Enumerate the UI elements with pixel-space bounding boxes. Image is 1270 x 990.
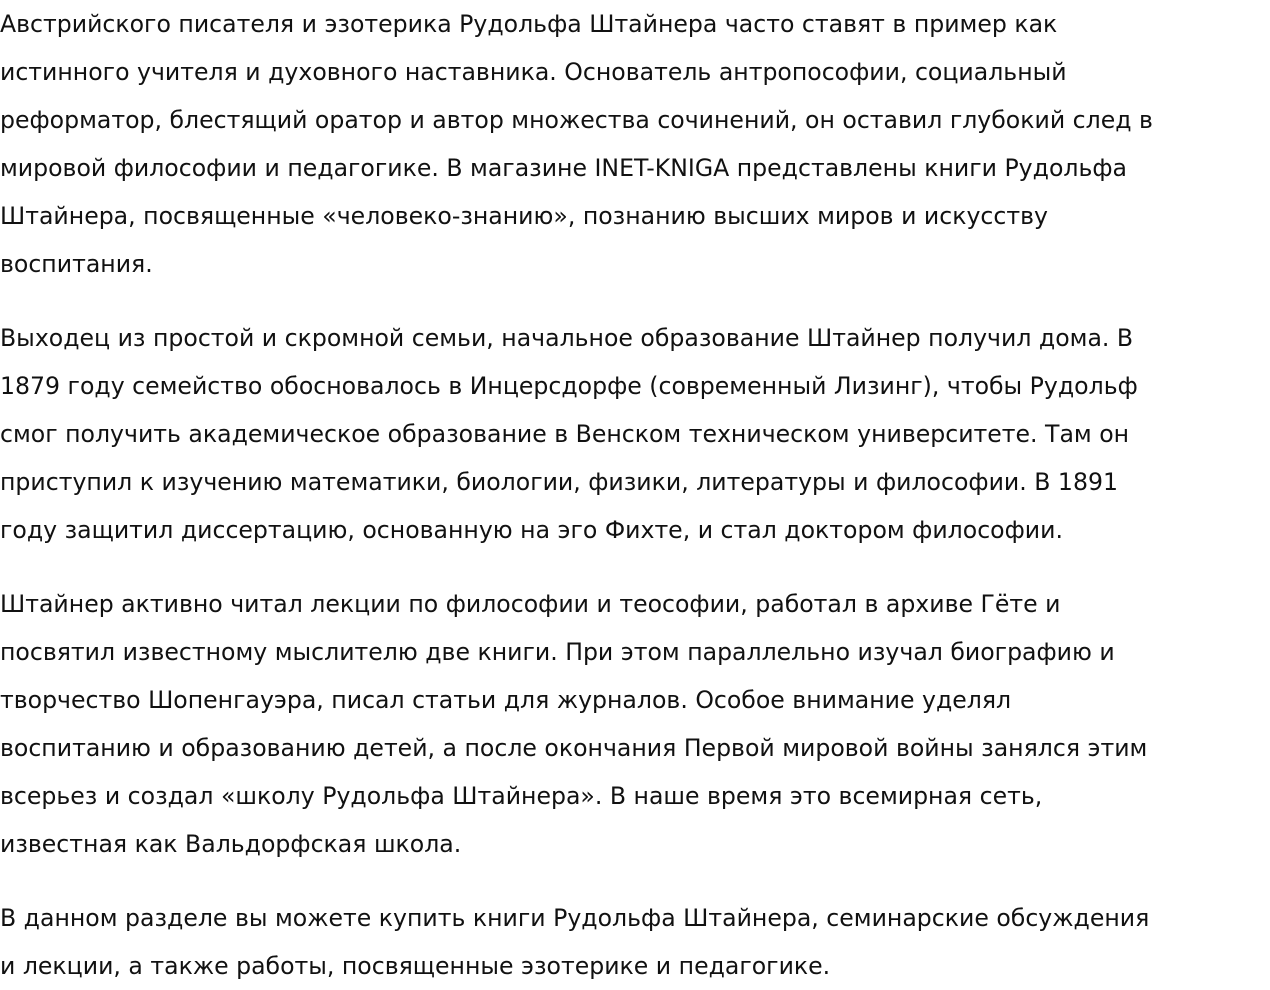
text-line: всерьез и создал «школу Рудольфа Штайнера». В наше время это всемирная сеть,	[0, 782, 1043, 810]
paragraph-biography	[0, 314, 1270, 554]
paragraph-section-info	[0, 894, 1270, 990]
text-line: посвятил известному мыслителю две книги. При этом параллельно изучал биографию и	[0, 638, 1115, 666]
text-line: смог получить академическое образование в Венском техническом университете. Там он	[0, 420, 1130, 448]
text-line: истинного учителя и духовного наставника. Основатель антропософии, социальный	[0, 58, 1067, 86]
text-line: воспитанию и образованию детей, а после окончания Первой мировой войны занялся этим	[0, 734, 1148, 762]
text-line: Выходец из простой и скромной семьи, начальное образование Штайнер получил дома. В	[0, 324, 1134, 352]
text-line: мировой философии и педагогике. В магазине INET-KNIGA представлены книги Рудольфа	[0, 154, 1128, 182]
text-line: году защитил диссертацию, основанную на эго Фихте, и стал доктором философии.	[0, 516, 1063, 544]
text-line: 1879 году семейство обосновалось в Инцерсдорфе (современный Лизинг), чтобы Рудольф	[0, 372, 1138, 400]
paragraph-intro	[0, 0, 1270, 288]
text-line: приступил к изучению математики, биологии, физики, литературы и философии. В 1891	[0, 468, 1118, 496]
text-line: Австрийского писателя и эзотерика Рудольфа Штайнера часто ставят в пример как	[0, 10, 1058, 38]
text-line: Штайнер активно читал лекции по философии и теософии, работал в архиве Гёте и	[0, 590, 1061, 618]
text-line: воспитания.	[0, 250, 153, 278]
text-line: и лекции, а также работы, посвященные эзотерике и педагогике.	[0, 952, 831, 980]
paragraph-career	[0, 580, 1270, 868]
text-line: Штайнера, посвященные «человеко-знанию», познанию высших миров и искусству	[0, 202, 1048, 230]
text-line: реформатор, блестящий оратор и автор множества сочинений, он оставил глубокий след в	[0, 106, 1153, 134]
text-line: В данном разделе вы можете купить книги Рудольфа Штайнера, семинарские обсуждения	[0, 904, 1150, 932]
text-line: творчество Шопенгауэра, писал статьи для журналов. Особое внимание уделял	[0, 686, 1012, 714]
text-line: известная как Вальдорфская школа.	[0, 830, 462, 858]
